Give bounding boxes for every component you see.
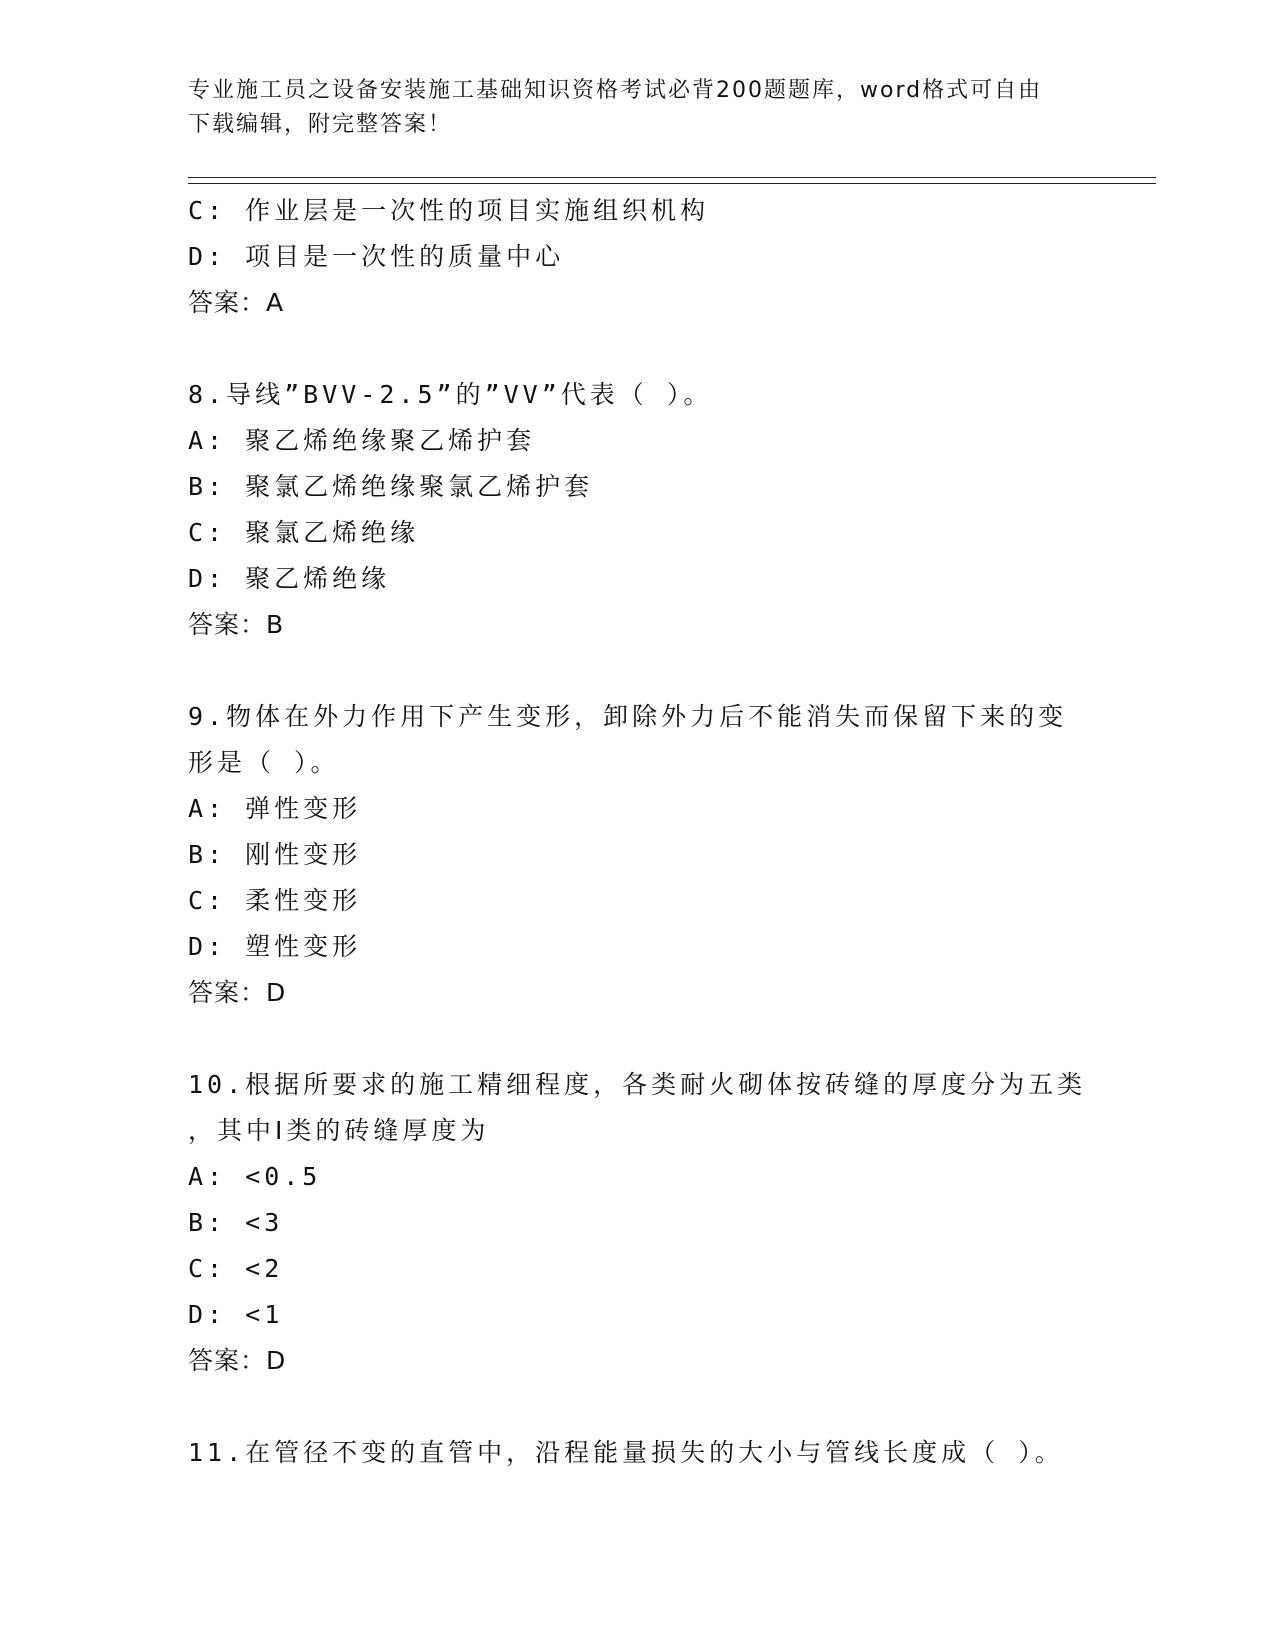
option-a: A: <0.5: [188, 1162, 322, 1191]
answer-line: 答案：A: [188, 288, 285, 317]
question-stem: 11.在管径不变的直管中，沿程能量损失的大小与管线长度成（ ）。: [188, 1438, 1064, 1467]
answer-line: 答案：D: [188, 1346, 287, 1375]
question-stem: 8.导线”BVV-2.5”的”VV”代表（ ）。: [188, 380, 713, 409]
answer-line: 答案：B: [188, 610, 285, 639]
option-c: C: 柔性变形: [188, 886, 362, 915]
option-a: A: 弹性变形: [188, 794, 362, 823]
spacer: [188, 1016, 1088, 1062]
question-block-11: [188, 1430, 1088, 1476]
option-c: C: 作业层是一次性的项目实施组织机构: [188, 196, 710, 225]
option-c: C: 聚氯乙烯绝缘: [188, 518, 420, 547]
answer-line: 答案：D: [188, 978, 287, 1007]
option-a: A: 聚乙烯绝缘聚乙烯护套: [188, 426, 536, 455]
question-block-7: [188, 188, 1088, 326]
header-rule-top: [188, 177, 1156, 178]
question-list: [188, 188, 1088, 1476]
spacer: [188, 326, 1088, 372]
question-stem: 10.根据所要求的施工精细程度，各类耐火砌体按砖缝的厚度分为五类: [188, 1070, 1087, 1099]
question-block-9: [188, 694, 1088, 1016]
header-line-2: 下载编辑，附完整答案！: [188, 112, 453, 137]
option-d: D: 聚乙烯绝缘: [188, 564, 391, 593]
spacer: [188, 1384, 1088, 1430]
header-rule-bottom: [188, 183, 1156, 184]
document-header: [188, 74, 1088, 142]
option-b: B: <3: [188, 1208, 284, 1237]
question-block-8: [188, 372, 1088, 648]
spacer: [188, 648, 1088, 694]
header-line-1: 专业施工员之设备安装施工基础知识资格考试必背200题题库，word格式可自由: [188, 78, 1043, 103]
question-stem-continued: 形是（ ）。: [188, 748, 340, 777]
question-block-10: [188, 1062, 1088, 1384]
question-stem: 9.物体在外力作用下产生变形，卸除外力后不能消失而保留下来的变: [188, 702, 1068, 731]
option-d: D: 塑性变形: [188, 932, 362, 961]
option-c: C: <2: [188, 1254, 284, 1283]
option-b: B: 刚性变形: [188, 840, 362, 869]
option-d: D: <1: [188, 1300, 284, 1329]
option-b: B: 聚氯乙烯绝缘聚氯乙烯护套: [188, 472, 594, 501]
option-d: D: 项目是一次性的质量中心: [188, 242, 565, 271]
question-stem-continued: ，其中Ⅰ类的砖缝厚度为: [188, 1116, 490, 1145]
